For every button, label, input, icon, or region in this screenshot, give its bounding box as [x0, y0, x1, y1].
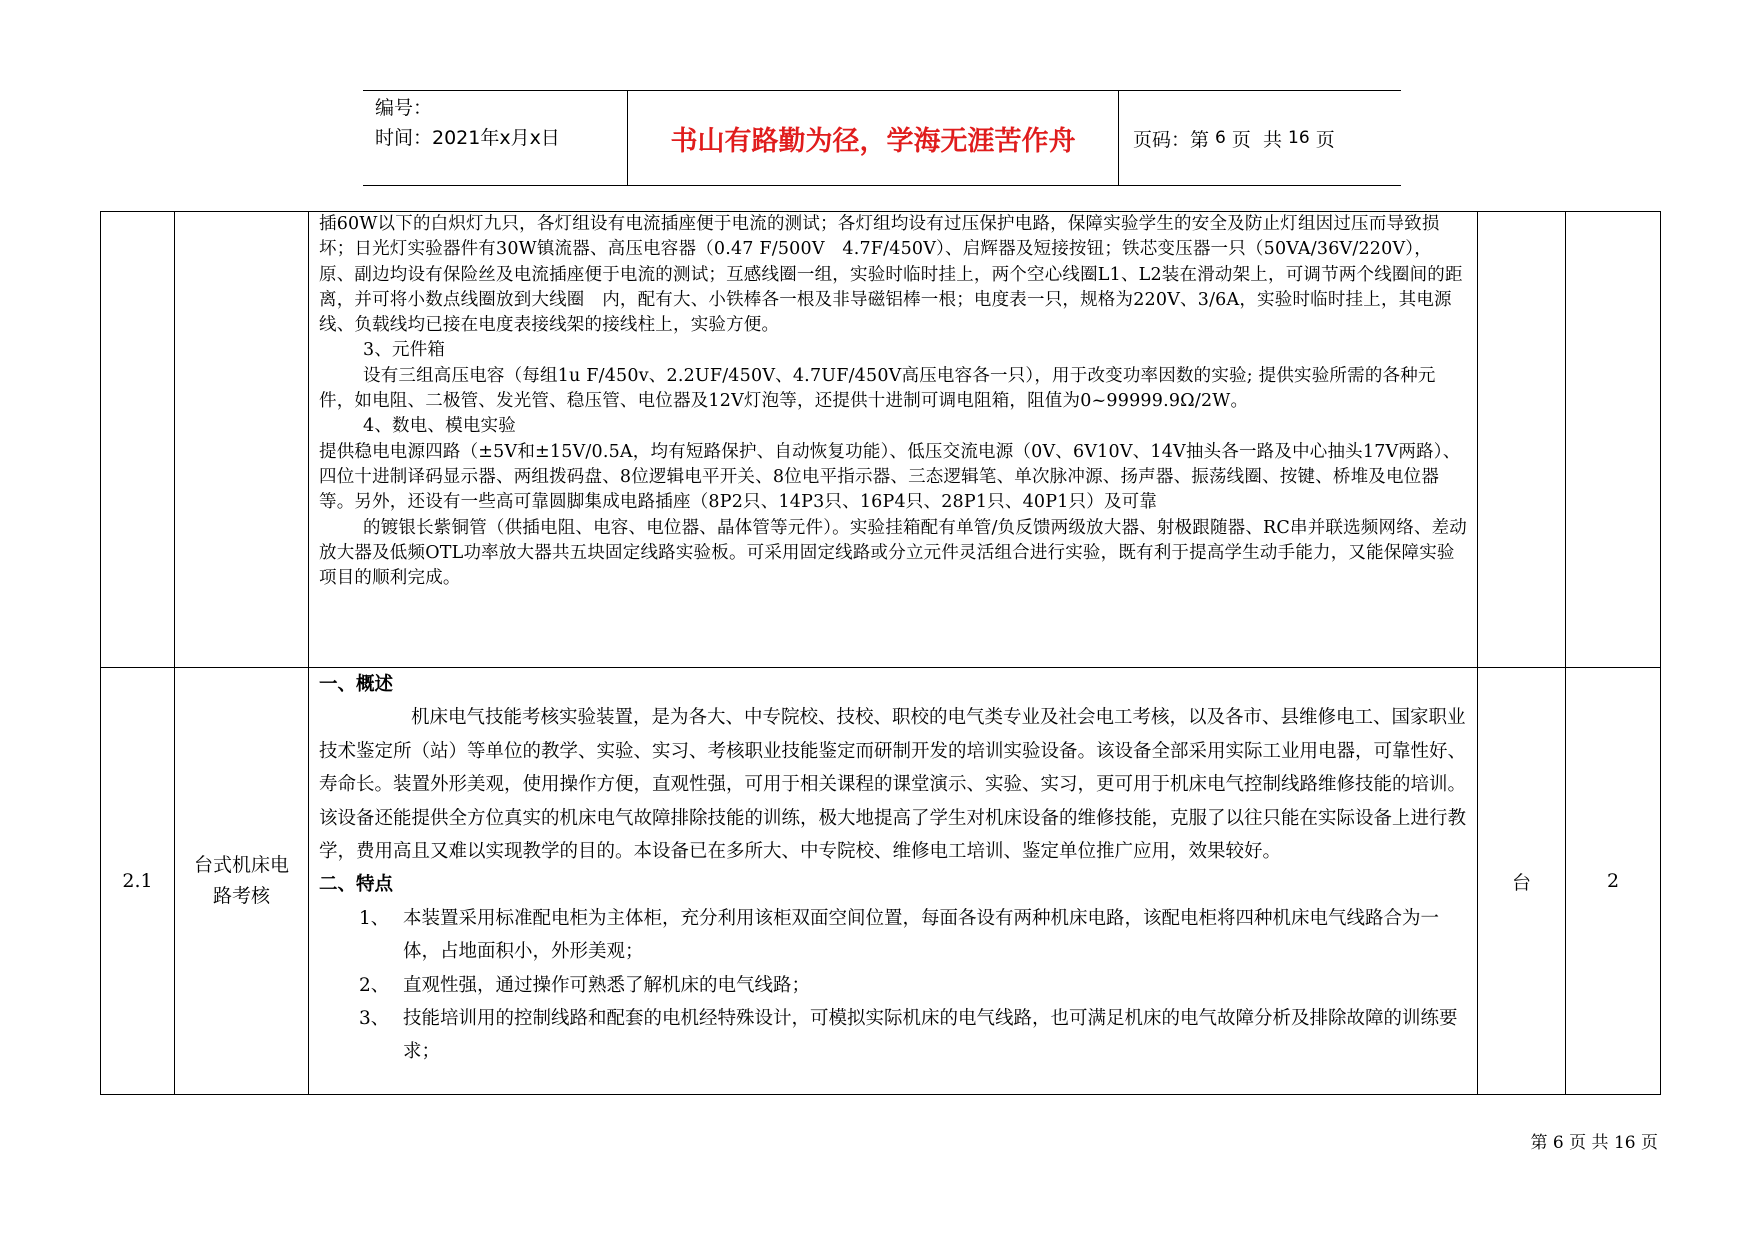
- list-text: 技能培训用的控制线路和配套的电机经特殊设计，可模拟实际机床的电气线路，也可满足机床的电气故障分析及排除故障的训练要求；: [403, 1008, 1458, 1063]
- page-total: 16: [1288, 128, 1310, 148]
- paragraph: 提供稳电电源四路（±5V和±15V/0.5A，均有短路保护、自动恢复功能）、低压交流电源（0V、6V10V、14V抽头各一路及中心抽头17V两路）、四位十进制译码显示器、两组拨码盘、8位逻辑电平开关、8位电平指示器、三态逻辑笔、单次脉冲源、扬声器、振荡线圈、按键、桥堆及电位器等。另外，还设有一些高可靠圆脚集成电路插座（8P2只、14P3只、16P4只、28P1只、40P1只）及可靠: [319, 441, 1461, 513]
- section-title: 二、特点: [319, 874, 394, 896]
- cell-number: 2.1: [101, 668, 175, 1095]
- list-number: 1、: [359, 907, 390, 929]
- cell-description: [309, 668, 1478, 1095]
- page-prefix: 页码：第: [1133, 128, 1216, 151]
- equipment-table: [100, 211, 1661, 1095]
- list-text: 直观性强，通过操作可熟悉了解机床的电气线路；: [403, 974, 811, 996]
- cell-name: [175, 668, 309, 1095]
- paragraph: 插60W以下的白炽灯九只，各灯组设有电流插座便于电流的测试；各灯组均设有过压保护电路，保障实验学生的安全及防止灯组因过压而导致损坏；日光灯实验器件有30W镇流器、高压电容器（0.47 F/500V 4.7F/450V）、启辉器及短接按钮；铁芯变压器一只（50VA/36V/220V），原、副边均设有保险丝及电流插座便于电流的测试；互感线圈一组，实验时临时挂上，两个空心线圈L1、L2装在滑动架上，可调节两个线圈间的距离，并可将小数点线圈放到大线圈 内，配有大、小铁棒各一根及非导磁铝棒一根；电度表一只，规格为220V、3/6A，实验时临时挂上，其电源线、负载线均已接在电度表接线架的接线柱上，实验方便。: [319, 214, 1463, 336]
- page-header: [363, 90, 1401, 186]
- paragraph: 的镀银长紫铜管（供插电阻、电容、电位器、晶体管等元件）。实验挂箱配有单管/负反馈两级放大器、射极跟随器、RC串并联选频网络、差动放大器及低频OTL功率放大器共五块固定线路实验板。可采用固定线路或分立元件灵活组合进行实验，既有利于提高学生动手能力，又能保障实验项目的顺利完成。: [319, 517, 1468, 589]
- list-text: 本装置采用标准配电柜为主体柜，充分利用该柜双面空间位置，每面各设有两种机床电路，该配电柜将四种机床电气线路合为一体，占地面积小，外形美观；: [403, 907, 1440, 963]
- list-item: [319, 969, 1467, 1002]
- cell-unit: [1478, 212, 1566, 668]
- paragraph-heading: 4、数电、模电实验: [363, 416, 516, 437]
- list-item: [319, 902, 1467, 969]
- page-num: 6: [1215, 128, 1226, 148]
- item-name: 台式机床电路考核: [193, 854, 289, 907]
- cell-quantity: 2: [1566, 668, 1661, 1095]
- cell-name: [175, 212, 309, 668]
- header-meta: [375, 93, 615, 153]
- table-row: [101, 668, 1661, 1095]
- paragraph: 设有三组高压电容（每组1u F/450v、2.2UF/450V、4.7UF/450V高压电容各一只），用于改变功率因数的实验; 提供实验所需的各种元件，如电阻、二极管、发光管、稳压管、电位器及12V灯泡等，还提供十进制可调电阻箱，阻值为0~99999.9Ω/2W。: [319, 365, 1436, 412]
- id-label: 编号：: [375, 97, 433, 119]
- cell-quantity: [1566, 212, 1661, 668]
- section-title: 一、概述: [319, 674, 394, 695]
- header-page-number: [1133, 91, 1335, 185]
- cell-unit: 台: [1478, 668, 1566, 1095]
- cell-number: [101, 212, 175, 668]
- header-divider: [1118, 91, 1119, 185]
- cell-description: [309, 212, 1478, 668]
- section-text: 机床电气技能考核实验装置，是为各大、中专院校、技校、职校的电气类专业及社会电工考核，以及各市、县维修电工、国家职业技术鉴定所（站）等单位的教学、实验、实习、考核职业技能鉴定而研制开发的培训实验设备。该设备全部采用实际工业用电器，可靠性好、寿命长。装置外形美观，使用操作方便，直观性强，可用于相关课程的课堂演示、实验、实习，更可用于机床电气控制线路维修技能的培训。该设备还能提供全方位真实的机床电气故障排除技能的训练，极大地提高了学生对机床设备的维修技能，克服了以往只能在实际设备上进行教学，费用高且又难以实现教学的目的。本设备已在多所大、中专院校、维修电工培训、鉴定单位推广应用，效果较好。: [319, 707, 1467, 863]
- time-label: 时间：2021年x月x日: [375, 127, 560, 149]
- list-number: 2、: [359, 974, 390, 996]
- list-number: 3、: [359, 1008, 390, 1030]
- page-suffix: 页: [1309, 128, 1335, 151]
- page-footer: 第 6 页 共 16 页: [1530, 1133, 1658, 1153]
- table-row: [101, 212, 1661, 668]
- header-motto: 书山有路勤为径，学海无涯苦作舟: [670, 125, 1076, 157]
- paragraph-heading: 3、元件箱: [363, 340, 446, 361]
- list-item: [319, 1002, 1467, 1069]
- page-mid: 页 共: [1225, 128, 1289, 151]
